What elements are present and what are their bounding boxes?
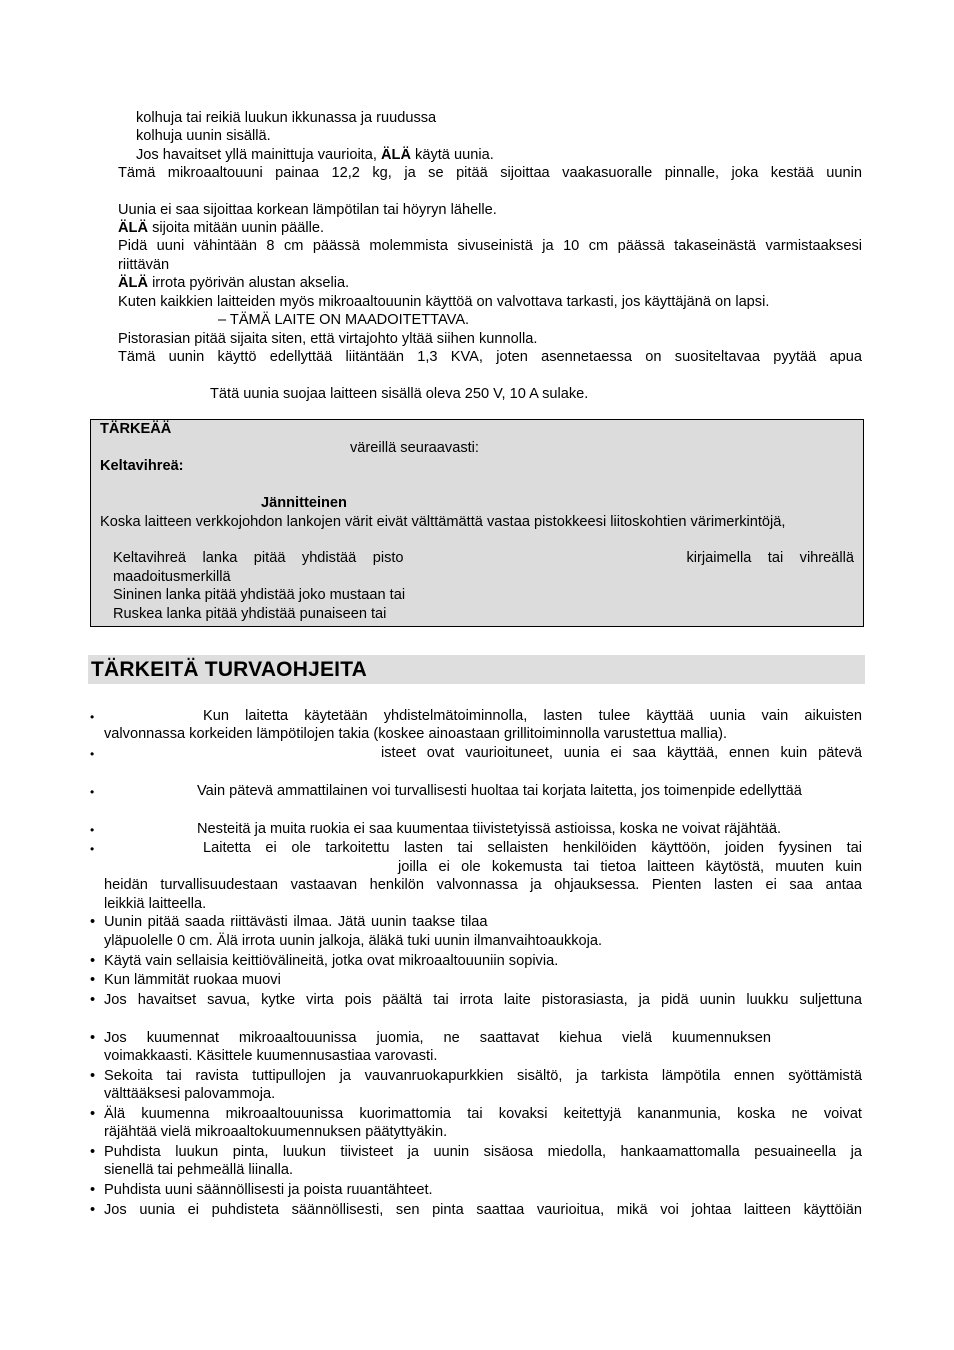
text-span: käytä uunia.	[415, 147, 494, 163]
bullet: •	[90, 785, 95, 799]
text-line: Jos uunia ei puhdisteta säännöllisesti, sen pinta saattaa vaurioitua, mikä voi johtaa laitteen käyttöiän	[104, 1202, 862, 1218]
text-line: – TÄMÄ LAITE ON MAADOITETTAVA.	[218, 312, 470, 328]
text-line: yläpuolelle 0 cm. Älä irrota uunin jalkoja, äläkä tuki uunin ilmanvaihtoaukkoja.	[104, 933, 603, 949]
text-line: Tätä uunia suojaa laitteen sisällä oleva 250 V, 10 A sulake.	[210, 386, 589, 402]
text-line: räjähtää vielä mikroaaltokuumennuksen päätyttyäkin.	[104, 1124, 448, 1140]
bold-warning: ÄLÄ	[118, 220, 148, 236]
text-line	[136, 146, 494, 164]
text-line: Puhdista luukun pinta, luukun tiivisteet ja uunin sisäosa miedolla, hankaamattomalla pesuaineella ja	[104, 1144, 862, 1160]
text-line: Uunia ei saa sijoittaa korkean lämpötilan tai höyryn lähelle.	[118, 202, 497, 218]
bullet: •	[90, 914, 96, 930]
text-line: Sekoita tai ravista tuttipullojen ja vauvanruokapurkkien sisältö, ja tarkista lämpötila ennen syöttämistä	[104, 1068, 862, 1084]
text-line: Jos havaitset savua, kytke virta pois päältä tai irrota laite pistorasiasta, ja pidä uunin luukku suljettuna	[104, 992, 862, 1008]
text-line	[113, 549, 854, 567]
text-line: valvonnassa korkeiden lämpötilojen takia (koskee ainoastaan grillitoiminnolla varustettua mallia).	[104, 726, 727, 742]
text-span: kirjaimella tai vihreällä	[686, 550, 854, 566]
text-line: Sininen lanka pitää yhdistää joko mustaan tai	[113, 587, 406, 603]
bullet: •	[90, 842, 95, 856]
text-line: Pistorasian pitää sijaita siten, että virtajohto yltää siihen kunnolla.	[118, 331, 538, 347]
text-line: kolhuja uunin sisällä.	[136, 128, 271, 144]
text-line: voimakkaasti. Käsittele kuumennusastiaa varovasti.	[104, 1048, 438, 1064]
text-line: heidän turvallisuudestaan vastaavan henkilön valvonnassa ja ohjauksessa. Pienten lasten ei saa antaa	[104, 877, 862, 893]
bullet: •	[90, 823, 95, 837]
text-line: Nesteitä ja muita ruokia ei saa kuumentaa tiivistetyissä astioissa, koska ne voivat räjähtää.	[197, 821, 782, 837]
text-line: Ruskea lanka pitää yhdistää punaiseen tai	[113, 606, 387, 622]
text-line: isteet ovat vaurioituneet, uunia ei saa käyttää, ennen kuin pätevä	[381, 745, 862, 761]
text-line: Käytä vain sellaisia keittiövälineitä, jotka ovat mikroaaltouuniin sopivia.	[104, 953, 559, 969]
box-label: Jännitteinen	[261, 495, 347, 511]
text-line: Tämä uunin käyttö edellyttää liitäntään 1,3 KVA, joten asennetaessa on suositeltavaa pyytää apua	[118, 349, 862, 365]
text-line: Älä kuumenna mikroaaltouunissa kuorimattomia tai kovaksi keitettyjä kananmunia, koska ne voivat	[104, 1106, 862, 1122]
text-line: Tämä mikroaaltouuni painaa 12,2 kg, ja se pitää sijoittaa vaakasuoralle pinnalle, joka kestää uunin	[118, 165, 862, 181]
text-line: Kun laitetta käytetään yhdistelmätoiminnolla, lasten tulee käyttää uunia vain aikuisten	[203, 708, 862, 724]
bold-warning: ÄLÄ	[380, 147, 411, 163]
text-line: Laitetta ei ole tarkoitettu lasten tai sellaisten henkilöiden käyttöön, joiden fyysinen tai	[203, 840, 862, 856]
bullet: •	[90, 1068, 96, 1084]
text-span: Keltavihreä lanka pitää yhdistää pisto	[113, 550, 404, 566]
text-span: irrota pyörivän alustan akselia.	[152, 275, 350, 291]
bullet: •	[90, 953, 96, 969]
text-line: Koska laitteen verkkojohdon lankojen värit eivät välttämättä vastaa pistokkeesi liitoskohtien värimerkintöjä,	[100, 514, 786, 530]
section-title: TÄRKEITÄ TURVAOHJEITA	[91, 658, 368, 681]
text-line: sienellä tai pehmeällä liinalla.	[104, 1162, 294, 1178]
text-line: Kun lämmität ruokaa muovi	[104, 972, 281, 988]
text-line: väreillä seuraavasti:	[350, 440, 479, 456]
box-title: TÄRKEÄÄ	[100, 421, 172, 437]
bold-warning: ÄLÄ	[118, 275, 148, 291]
box-label: Keltavihreä:	[100, 458, 184, 474]
text-line: riittävän	[118, 257, 170, 273]
bullet: •	[90, 972, 96, 988]
text-line: joilla ei ole kokemusta tai tietoa laitteen käytöstä, muuten kuin	[398, 859, 862, 875]
text-line: Kuten kaikkien laitteiden myös mikroaaltouunin käyttöä on valvottava tarkasti, jos käyttäjänä on lapsi.	[118, 294, 770, 310]
bullet: •	[90, 1182, 96, 1198]
bullet: •	[90, 1144, 96, 1160]
text-line: Jos kuumennat mikroaaltouunissa juomia, ne saattavat kiehua vielä kuumennuksen	[104, 1030, 771, 1046]
text-line: kolhuja tai reikiä luukun ikkunassa ja ruudussa	[136, 110, 437, 126]
text-line: leikkiä laitteella.	[104, 896, 207, 912]
bullet: •	[90, 747, 95, 761]
text-line: Pidä uuni vähintään 8 cm päässä molemmista sivuseinistä ja 10 cm päässä takaseinästä varmistaaksesi	[118, 238, 862, 254]
bullet: •	[90, 1030, 96, 1046]
text-line: maadoitusmerkillä	[113, 569, 231, 585]
text-line: Puhdista uuni säännöllisesti ja poista ruuantähteet.	[104, 1182, 433, 1198]
text-span: sijoita mitään uunin päälle.	[152, 220, 325, 236]
text-line	[118, 274, 349, 292]
text-span: Jos havaitset yllä mainittuja vaurioita,	[136, 147, 377, 163]
bullet: •	[90, 1106, 96, 1122]
text-line	[118, 219, 324, 237]
bullet: •	[90, 992, 96, 1008]
text-line: Vain pätevä ammattilainen voi turvallisesti huoltaa tai korjata laitetta, jos toimenpide edellyttää	[197, 783, 802, 799]
text-line: välttääksesi palovammoja.	[104, 1086, 276, 1102]
bullet: •	[90, 710, 95, 724]
bullet: •	[90, 1202, 96, 1218]
text-line: Uunin pitää saada riittävästi ilmaa. Jätä uunin taakse tilaa	[104, 914, 488, 930]
